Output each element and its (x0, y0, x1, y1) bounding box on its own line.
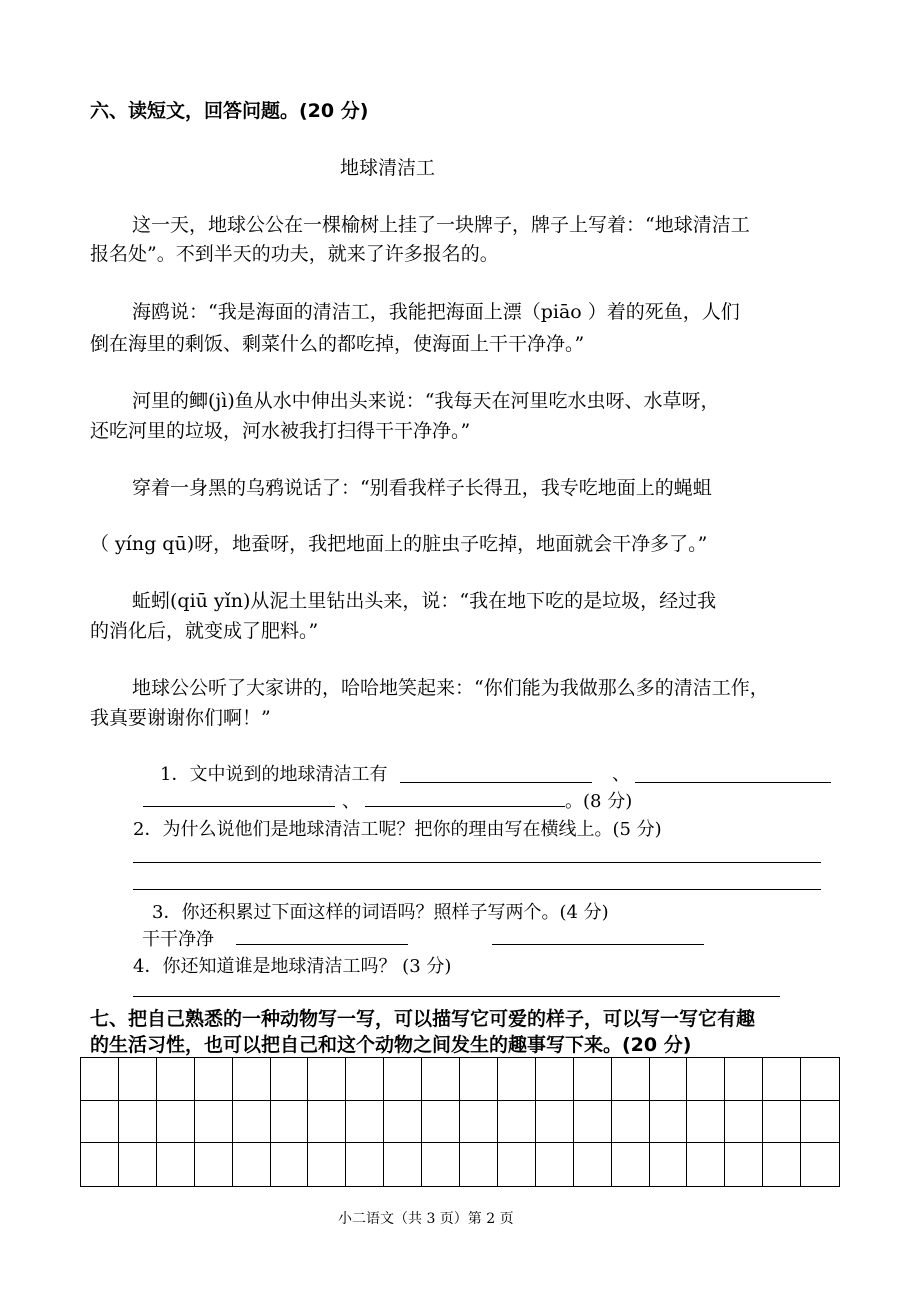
passage-line: 河里的鲫(jì)鱼从水中伸出头来说：“我每天在河里吃水虫呀、水草呀， (132, 390, 720, 412)
grid-cell[interactable] (460, 1058, 498, 1101)
question-1: 1．文中说到的地球清洁工有 (160, 764, 388, 785)
answer-line[interactable] (133, 996, 780, 997)
grid-cell[interactable] (687, 1101, 725, 1144)
answer-blank[interactable] (236, 944, 408, 945)
passage-line: 地球公公听了大家讲的，哈哈地笑起来：“你们能为我做那么多的清洁工作， (132, 677, 769, 699)
grid-cell[interactable] (233, 1143, 271, 1186)
passage-line: 海鸥说：“我是海面的清洁工，我能把海面上漂（piāo ）着的死鱼，人们 (132, 301, 740, 323)
answer-line[interactable] (133, 862, 821, 863)
grid-cell[interactable] (650, 1143, 688, 1186)
answer-blank[interactable] (635, 782, 831, 783)
grid-cell[interactable] (346, 1101, 384, 1144)
grid-cell[interactable] (687, 1143, 725, 1186)
passage-line: 还吃河里的垃圾，河水被我打扫得干干净净。” (90, 420, 471, 442)
grid-cell[interactable] (725, 1143, 763, 1186)
grid-cell[interactable] (612, 1143, 650, 1186)
grid-cell[interactable] (81, 1101, 119, 1144)
grid-cell[interactable] (384, 1101, 422, 1144)
grid-cell[interactable] (763, 1101, 801, 1144)
grid-cell[interactable] (308, 1143, 346, 1186)
grid-cell[interactable] (271, 1058, 309, 1101)
grid-cell[interactable] (498, 1101, 536, 1144)
section6-heading: 六、读短文，回答问题。(20 分) (90, 100, 369, 122)
grid-cell[interactable] (81, 1143, 119, 1186)
answer-blank[interactable] (400, 782, 592, 783)
answer-blank[interactable] (143, 806, 335, 807)
passage-line: （ yíng qū)呀，地蚕呀，我把地面上的脏虫子吃掉，地面就会干净多了。” (90, 533, 708, 555)
separator: 、 (612, 764, 630, 785)
question-1-score: 。(8 分) (565, 791, 633, 812)
grid-cell[interactable] (384, 1143, 422, 1186)
grid-cell[interactable] (460, 1143, 498, 1186)
grid-cell[interactable] (119, 1143, 157, 1186)
grid-cell[interactable] (346, 1058, 384, 1101)
grid-cell[interactable] (271, 1101, 309, 1144)
passage-title: 地球清洁工 (340, 157, 436, 179)
grid-cell[interactable] (233, 1058, 271, 1101)
grid-cell[interactable] (308, 1058, 346, 1101)
page-footer: 小二语文（共 3 页）第 2 页 (338, 1211, 514, 1227)
grid-cell[interactable] (422, 1143, 460, 1186)
grid-cell[interactable] (687, 1058, 725, 1101)
grid-cell[interactable] (422, 1101, 460, 1144)
answer-line[interactable] (133, 889, 821, 890)
grid-cell[interactable] (763, 1058, 801, 1101)
question-3: 3．你还积累过下面这样的词语吗？照样子写两个。(4 分) (152, 902, 609, 923)
grid-cell[interactable] (536, 1101, 574, 1144)
section7-heading-line2: 的生活习性，也可以把自己和这个动物之间发生的趣事写下来。(20 分) (90, 1034, 692, 1056)
question-4: 4．你还知道谁是地球清洁工吗？ (3 分) (133, 956, 452, 977)
grid-cell[interactable] (536, 1058, 574, 1101)
grid-cell[interactable] (574, 1101, 612, 1144)
grid-cell[interactable] (801, 1143, 839, 1186)
grid-cell[interactable] (498, 1058, 536, 1101)
grid-cell[interactable] (157, 1058, 195, 1101)
grid-cell[interactable] (763, 1143, 801, 1186)
grid-cell[interactable] (650, 1101, 688, 1144)
passage-line: 的消化后，就变成了肥料。” (90, 620, 319, 642)
question-2: 2．为什么说他们是地球清洁工呢？把你的理由写在横线上。(5 分) (133, 819, 662, 840)
answer-blank[interactable] (492, 944, 704, 945)
grid-cell[interactable] (801, 1101, 839, 1144)
grid-cell[interactable] (157, 1101, 195, 1144)
grid-cell[interactable] (725, 1101, 763, 1144)
grid-cell[interactable] (195, 1143, 233, 1186)
grid-cell[interactable] (536, 1143, 574, 1186)
grid-cell[interactable] (725, 1058, 763, 1101)
grid-cell[interactable] (498, 1143, 536, 1186)
grid-cell[interactable] (195, 1058, 233, 1101)
grid-cell[interactable] (612, 1058, 650, 1101)
passage-line: 报名处”。不到半天的功夫，就来了许多报名的。 (90, 243, 499, 265)
grid-cell[interactable] (574, 1058, 612, 1101)
grid-cell[interactable] (81, 1058, 119, 1101)
example-word: 干干净净 (142, 929, 214, 950)
grid-cell[interactable] (119, 1101, 157, 1144)
grid-cell[interactable] (460, 1101, 498, 1144)
grid-cell[interactable] (346, 1143, 384, 1186)
grid-cell[interactable] (422, 1058, 460, 1101)
grid-cell[interactable] (157, 1143, 195, 1186)
passage-line: 穿着一身黑的乌鸦说话了：“别看我样子长得丑，我专吃地面上的蝇蛆 (132, 477, 712, 499)
grid-cell[interactable] (195, 1101, 233, 1144)
passage-line: 倒在海里的剩饭、剩菜什么的都吃掉，使海面上干干净净。” (90, 333, 585, 355)
grid-cell[interactable] (308, 1101, 346, 1144)
grid-cell[interactable] (612, 1101, 650, 1144)
section7-heading-line1: 七、把自己熟悉的一种动物写一写，可以描写它可爱的样子，可以写一写它有趣 (90, 1008, 756, 1030)
grid-cell[interactable] (119, 1058, 157, 1101)
grid-cell[interactable] (384, 1058, 422, 1101)
writing-grid[interactable] (80, 1057, 840, 1187)
grid-cell[interactable] (650, 1058, 688, 1101)
answer-blank[interactable] (365, 806, 565, 807)
grid-cell[interactable] (574, 1143, 612, 1186)
separator: 、 (342, 791, 360, 812)
grid-cell[interactable] (801, 1058, 839, 1101)
passage-line: 这一天，地球公公在一棵榆树上挂了一块牌子，牌子上写着：“地球清洁工 (132, 214, 750, 236)
passage-line: 蚯蚓(qiū yǐn)从泥土里钻出头来，说：“我在地下吃的是垃圾，经过我 (132, 590, 717, 612)
grid-cell[interactable] (233, 1101, 271, 1144)
grid-cell[interactable] (271, 1143, 309, 1186)
passage-line: 我真要谢谢你们啊！” (90, 707, 271, 729)
